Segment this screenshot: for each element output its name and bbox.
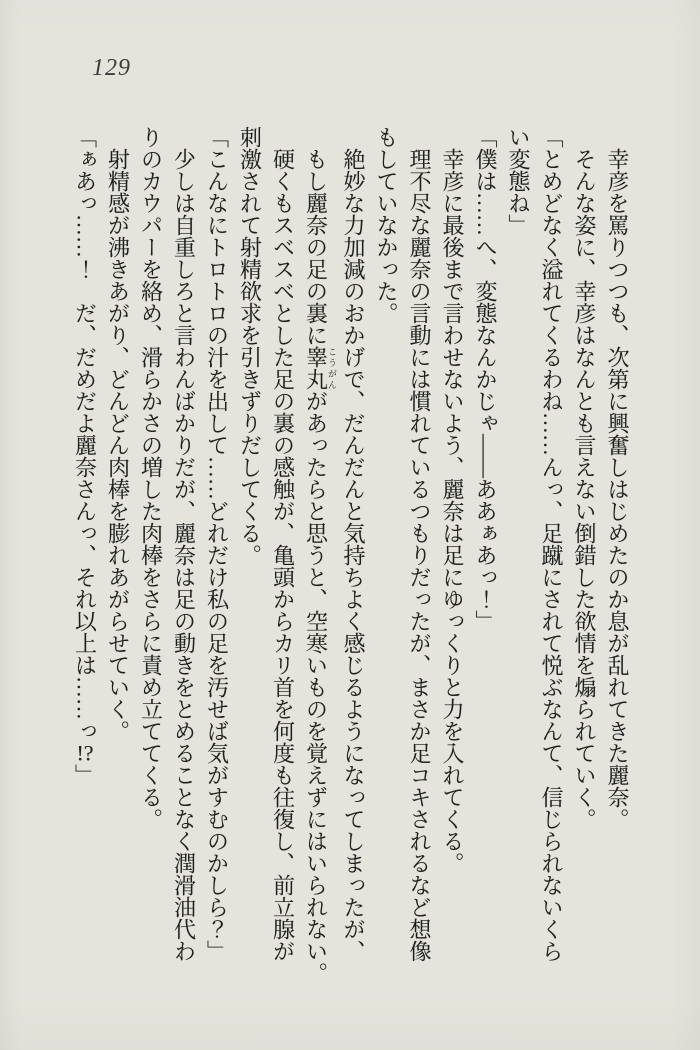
text-line: もしていなかった。: [374, 126, 399, 324]
text-line: もし麗奈の足の裏に睾丸こうがんがあったらと思うと、空寒いものを覚えずにはいられない。: [303, 148, 337, 984]
text-line: 「こんなにトロトロの汁を出して……どれだけ私の足を汚せば気がすむのかしら？」: [204, 126, 230, 962]
text-line: 絶妙な力加減のおかげで、だんだんと気持ちよく感じるようになってしまったが、: [341, 148, 366, 962]
text-line: 「とめどなく溢れてくるわね……んっ、足蹴にされて悦ぶなんて、信じられないくら: [539, 126, 564, 962]
text-line: 射精感が沸きあがり、どんどん肉棒を膨れあがらせていく。: [105, 148, 131, 742]
text-line: い変態ね」: [506, 126, 531, 236]
page-number: 129: [92, 55, 131, 81]
text-line: 理不尽な麗奈の言動には慣れているつもりだったが、まさか足コキされるなど想像: [407, 148, 432, 962]
text-line: 幸彦に最後まで言わせないよう、麗奈は足にゆっくりと力を入れてくる。: [440, 148, 465, 874]
text-line: 幸彦を罵りつつも、次第に興奮しはじめたのか息が乱れてきた麗奈。: [605, 148, 630, 830]
text-line: 硬くもスベスベとした足の裏の感触が、亀頭からカリ首を何度も往復し、前立腺が: [270, 148, 296, 962]
text-line: 刺激されて射精欲求を引きずりだしてくる。: [237, 126, 263, 566]
text-line: 「ぁあっ……！ だ、だめだよ麗奈さんっ、それ以上は……っ!?」: [72, 126, 98, 786]
text-line: 少しは自重しろと言わんばかりだが、麗奈は足の動きをとめることなく潤滑油代わ: [171, 148, 197, 962]
tatechuyoko-punctuation: !?: [76, 742, 94, 764]
text-line: 「僕は……へ、変態なんかじゃ――ああぁあっ！」: [473, 126, 498, 632]
vertical-text-block: [69, 126, 635, 984]
text-line: そんな姿に、幸彦はなんとも言えない倒錯した欲情を煽られていく。: [572, 148, 597, 830]
text-line: りのカウパーを絡め、滑らかさの増した肉棒をさらに責め立ててくる。: [138, 126, 164, 830]
ruby-word: 睾丸こうがん: [303, 346, 337, 390]
